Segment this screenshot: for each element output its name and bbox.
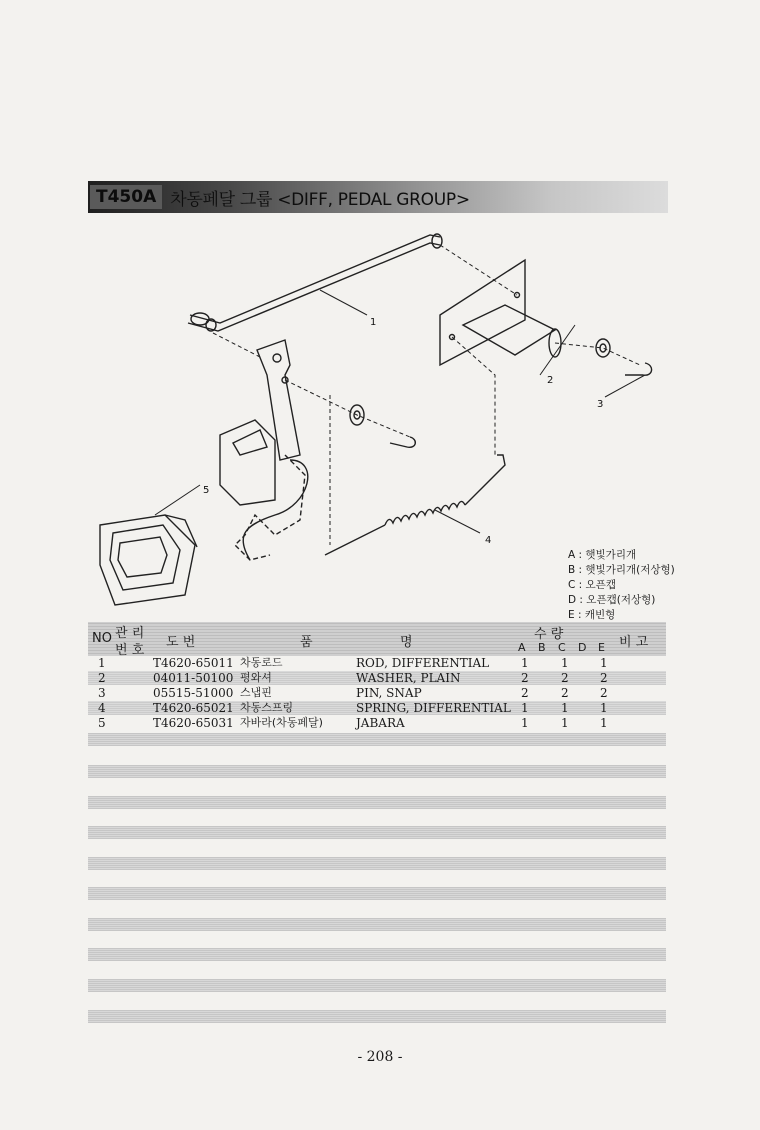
row-no: 1 — [98, 656, 106, 670]
row-qty-a: 2 — [521, 686, 529, 700]
empty-row-stripe — [88, 796, 666, 809]
rod-differential-part — [188, 234, 442, 331]
header-mgmt-top: 관 리 — [115, 626, 145, 641]
legend-item: A : 햇빛가리개 — [568, 549, 637, 561]
row-qty-c: 1 — [561, 701, 569, 715]
row-english-name: ROD, DIFFERENTIAL — [356, 656, 490, 670]
empty-row-stripe — [88, 887, 666, 900]
header-col-b: B — [538, 641, 546, 654]
pedal-arm-part — [235, 340, 308, 560]
legend-item: E : 캐빈형 — [568, 609, 616, 621]
empty-row-stripe — [88, 948, 666, 961]
section-title-bar — [88, 181, 668, 213]
row-english-name: JABARA — [356, 716, 405, 730]
header-no: NO — [92, 631, 112, 646]
row-qty-c: 2 — [561, 686, 569, 700]
row-qty-a: 2 — [521, 671, 529, 685]
parts-table-header — [88, 622, 666, 656]
header-col-d: D — [578, 641, 587, 654]
header-remark: 비 고 — [619, 635, 649, 650]
empty-row-stripe — [88, 826, 666, 839]
row-qty-e: 2 — [600, 686, 608, 700]
row-qty-a: 1 — [521, 701, 529, 715]
row-english-name: SPRING, DIFFERENTIAL — [356, 701, 511, 715]
header-col-c: C — [558, 641, 566, 654]
header-name-b: 명 — [400, 635, 413, 650]
row-qty-c: 2 — [561, 671, 569, 685]
callout-5: 5 — [203, 485, 210, 496]
legend-item: C : 오픈캡 — [568, 579, 616, 591]
row-part-no: T4620-65031 — [153, 716, 234, 730]
table-row — [88, 716, 666, 730]
callout-4: 4 — [485, 535, 492, 546]
table-row — [88, 701, 666, 715]
row-english-name: PIN, SNAP — [356, 686, 422, 700]
row-no: 5 — [98, 716, 106, 730]
section-title: 차동페달 그룹 <DIFF, PEDAL GROUP> — [170, 189, 470, 210]
row-korean-name: 스냅핀 — [240, 686, 272, 699]
callout-2: 2 — [547, 375, 554, 386]
header-col-a: A — [518, 641, 526, 654]
callout-1: 1 — [370, 317, 377, 328]
row-qty-a: 1 — [521, 656, 529, 670]
row-english-name: WASHER, PLAIN — [356, 671, 461, 685]
empty-row-stripe — [88, 765, 666, 778]
empty-row-stripe — [88, 979, 666, 992]
row-qty-e: 1 — [600, 656, 608, 670]
table-row — [88, 671, 666, 685]
empty-row-stripe — [88, 857, 666, 870]
legend-item: B : 햇빛가리개(저상형) — [568, 564, 675, 576]
washer-plain-part-right — [596, 339, 610, 357]
header-name-a: 품 — [300, 635, 313, 650]
header-mgmt-bottom: 번 호 — [115, 643, 145, 658]
row-qty-a: 1 — [521, 716, 529, 730]
section-code: T450A — [90, 185, 162, 209]
header-part-no: 도 번 — [166, 635, 196, 650]
page-number: - 208 - — [357, 1049, 403, 1065]
empty-row-stripe — [88, 733, 666, 746]
row-no: 4 — [98, 701, 106, 715]
version-legend — [568, 548, 675, 623]
row-no: 3 — [98, 686, 106, 700]
mounting-plate-part — [440, 260, 561, 365]
header-qty: 수 량 — [534, 627, 564, 642]
empty-row-stripe — [88, 918, 666, 931]
row-qty-c: 1 — [561, 656, 569, 670]
row-part-no: T4620-65011 — [153, 656, 234, 670]
row-no: 2 — [98, 671, 106, 685]
legend-item: D : 오픈캡(저상형) — [568, 594, 656, 606]
row-korean-name: 자바라(차동페달) — [240, 716, 323, 729]
pedal-pad-part — [220, 420, 275, 505]
row-qty-e: 2 — [600, 671, 608, 685]
header-col-e: E — [598, 641, 605, 654]
row-qty-e: 1 — [600, 716, 608, 730]
table-row — [88, 656, 666, 670]
snap-pin-part-right — [625, 363, 652, 375]
row-korean-name: 평와셔 — [240, 671, 272, 684]
row-part-no: 04011-50100 — [153, 671, 234, 685]
row-korean-name: 차동로드 — [240, 656, 283, 669]
table-row — [88, 686, 666, 700]
row-korean-name: 차동스프링 — [240, 701, 294, 714]
row-qty-e: 1 — [600, 701, 608, 715]
row-part-no: 05515-51000 — [153, 686, 234, 700]
spring-differential-part — [325, 455, 505, 555]
snap-pin-part-left — [390, 437, 415, 447]
jabara-boot-part — [100, 515, 197, 605]
empty-row-stripe — [88, 1010, 666, 1023]
row-part-no: T4620-65021 — [153, 701, 234, 715]
row-qty-c: 1 — [561, 716, 569, 730]
callout-3: 3 — [597, 399, 604, 410]
